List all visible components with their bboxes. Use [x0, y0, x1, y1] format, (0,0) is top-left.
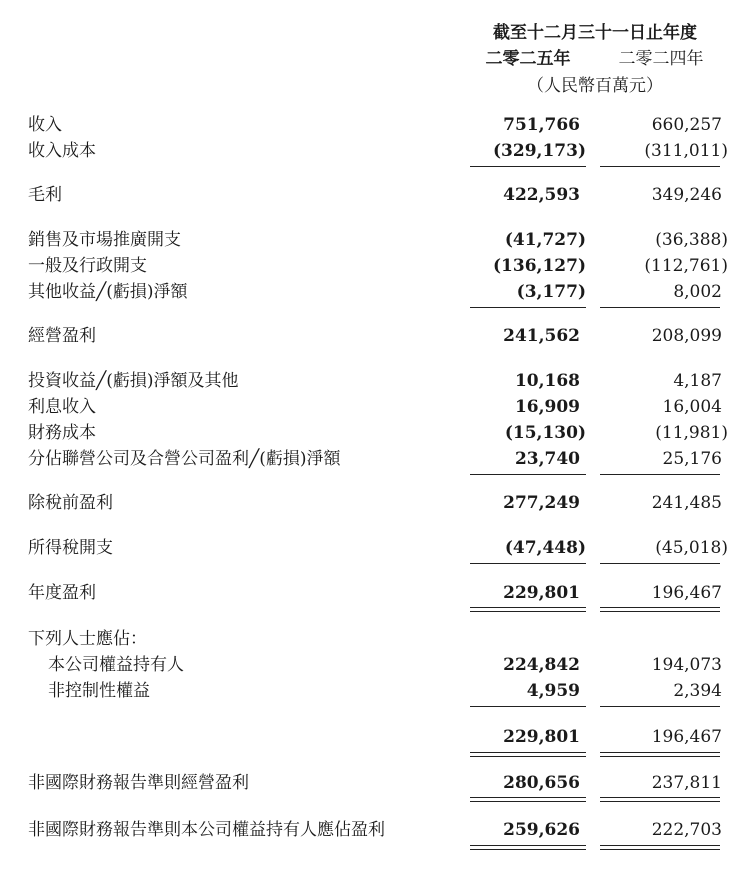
row-label: 銷售及市場推廣開支	[28, 230, 181, 250]
subtotal-rule	[470, 166, 586, 167]
total-double-rule	[470, 845, 586, 846]
total-double-rule	[470, 756, 586, 757]
value-2025: (136,127)	[493, 256, 586, 276]
total-double-rule	[470, 611, 586, 612]
value-2025: 229,801	[503, 583, 580, 603]
value-2025: (15,130)	[504, 423, 586, 443]
value-2024: 4,187	[673, 371, 722, 391]
row-label: 經營盈利	[28, 326, 96, 346]
value-2025: 229,801	[503, 727, 580, 747]
total-double-rule	[600, 607, 720, 608]
row-admin-expenses	[0, 253, 744, 279]
row-selling-expenses	[0, 227, 744, 253]
subtotal-rule	[470, 474, 586, 475]
total-double-rule	[470, 607, 586, 608]
column-header-2025: 二零二五年	[485, 49, 571, 69]
row-non-ifrs-operating-profit	[0, 770, 744, 796]
value-2025: 23,740	[514, 449, 580, 469]
value-2025: 16,909	[514, 397, 580, 417]
subtotal-rule	[600, 166, 720, 167]
value-2024: 208,099	[651, 326, 722, 346]
value-2024: 196,467	[651, 583, 722, 603]
row-cost-of-revenue	[0, 138, 744, 164]
row-other-gains	[0, 279, 744, 305]
value-2024: (11,981)	[655, 423, 728, 443]
row-gross-profit	[0, 182, 744, 208]
value-2025: (41,727)	[504, 230, 586, 250]
value-2025: 751,766	[503, 115, 580, 135]
value-2024: 2,394	[673, 681, 722, 701]
total-double-rule	[600, 845, 720, 846]
row-finance-costs	[0, 420, 744, 446]
subtotal-rule	[470, 307, 586, 308]
value-2025: 224,842	[503, 655, 580, 675]
row-income-tax	[0, 535, 744, 561]
value-2024: 25,176	[662, 449, 722, 469]
value-2025: (329,173)	[493, 141, 586, 161]
column-header-2024: 二零二四年	[618, 49, 704, 69]
row-label: 年度盈利	[28, 583, 96, 603]
row-non-controlling	[0, 678, 744, 704]
total-double-rule	[600, 752, 720, 753]
row-share-of-associates	[0, 446, 744, 472]
total-double-rule	[470, 797, 586, 798]
value-2025: 10,168	[514, 371, 580, 391]
value-2024: (311,011)	[644, 141, 728, 161]
row-operating-profit	[0, 323, 744, 349]
row-label: 投資收益╱(虧損)淨額及其他	[28, 371, 239, 391]
row-profit-before-tax	[0, 490, 744, 516]
subtotal-rule	[600, 474, 720, 475]
row-equity-holders	[0, 652, 744, 678]
value-2024: (45,018)	[655, 538, 728, 558]
subtotal-rule	[470, 563, 586, 564]
total-double-rule	[600, 756, 720, 757]
row-label: 一般及行政開支	[28, 256, 147, 276]
value-2024: 196,467	[651, 727, 722, 747]
row-label: 分佔聯營公司及合營公司盈利╱(虧損)淨額	[28, 449, 341, 469]
value-2024: 16,004	[662, 397, 722, 417]
row-label: 本公司權益持有人	[48, 655, 184, 675]
total-double-rule	[600, 611, 720, 612]
subtotal-rule	[600, 563, 720, 564]
value-2024: 237,811	[651, 773, 722, 793]
row-profit-for-year	[0, 580, 744, 606]
row-investment-gains	[0, 368, 744, 394]
row-label: 收入	[28, 115, 62, 135]
total-double-rule	[600, 797, 720, 798]
subtotal-rule	[600, 307, 720, 308]
value-2024: 660,257	[651, 115, 722, 135]
value-2025: 259,626	[503, 820, 580, 840]
row-label: 毛利	[28, 185, 62, 205]
period-header: 截至十二月三十一日止年度	[493, 23, 697, 43]
row-attributable-heading	[0, 626, 744, 652]
value-2025: 241,562	[503, 326, 580, 346]
row-non-ifrs-attributable-profit	[0, 817, 744, 843]
row-label: 非國際財務報告準則經營盈利	[28, 773, 249, 793]
value-2024: 222,703	[651, 820, 722, 840]
row-label: 除稅前盈利	[28, 493, 113, 513]
total-double-rule	[470, 849, 586, 850]
value-2025: 4,959	[526, 681, 580, 701]
total-double-rule	[470, 801, 586, 802]
row-label: 財務成本	[28, 423, 96, 443]
row-label: 非控制性權益	[48, 681, 150, 701]
subtotal-rule	[470, 706, 586, 707]
row-attributable-total	[0, 724, 744, 750]
row-label: 收入成本	[28, 141, 96, 161]
total-double-rule	[600, 849, 720, 850]
row-label: 所得稅開支	[28, 538, 113, 558]
row-interest-income	[0, 394, 744, 420]
row-label: 利息收入	[28, 397, 96, 417]
value-2024: (112,761)	[644, 256, 728, 276]
value-2025: (47,448)	[504, 538, 586, 558]
value-2024: 8,002	[673, 282, 722, 302]
row-revenue	[0, 112, 744, 138]
row-label: 下列人士應佔：	[28, 629, 147, 649]
unit-label: （人民幣百萬元）	[527, 76, 663, 96]
value-2025: 422,593	[503, 185, 580, 205]
total-double-rule	[600, 801, 720, 802]
value-2025: 277,249	[503, 493, 580, 513]
value-2024: 194,073	[651, 655, 722, 675]
row-label: 非國際財務報告準則本公司權益持有人應佔盈利	[28, 820, 385, 840]
row-label: 其他收益╱(虧損)淨額	[28, 282, 188, 302]
value-2024: 241,485	[651, 493, 722, 513]
value-2025: 280,656	[503, 773, 580, 793]
total-double-rule	[470, 752, 586, 753]
value-2024: (36,388)	[655, 230, 728, 250]
subtotal-rule	[600, 706, 720, 707]
value-2025: (3,177)	[516, 282, 586, 302]
value-2024: 349,246	[651, 185, 722, 205]
